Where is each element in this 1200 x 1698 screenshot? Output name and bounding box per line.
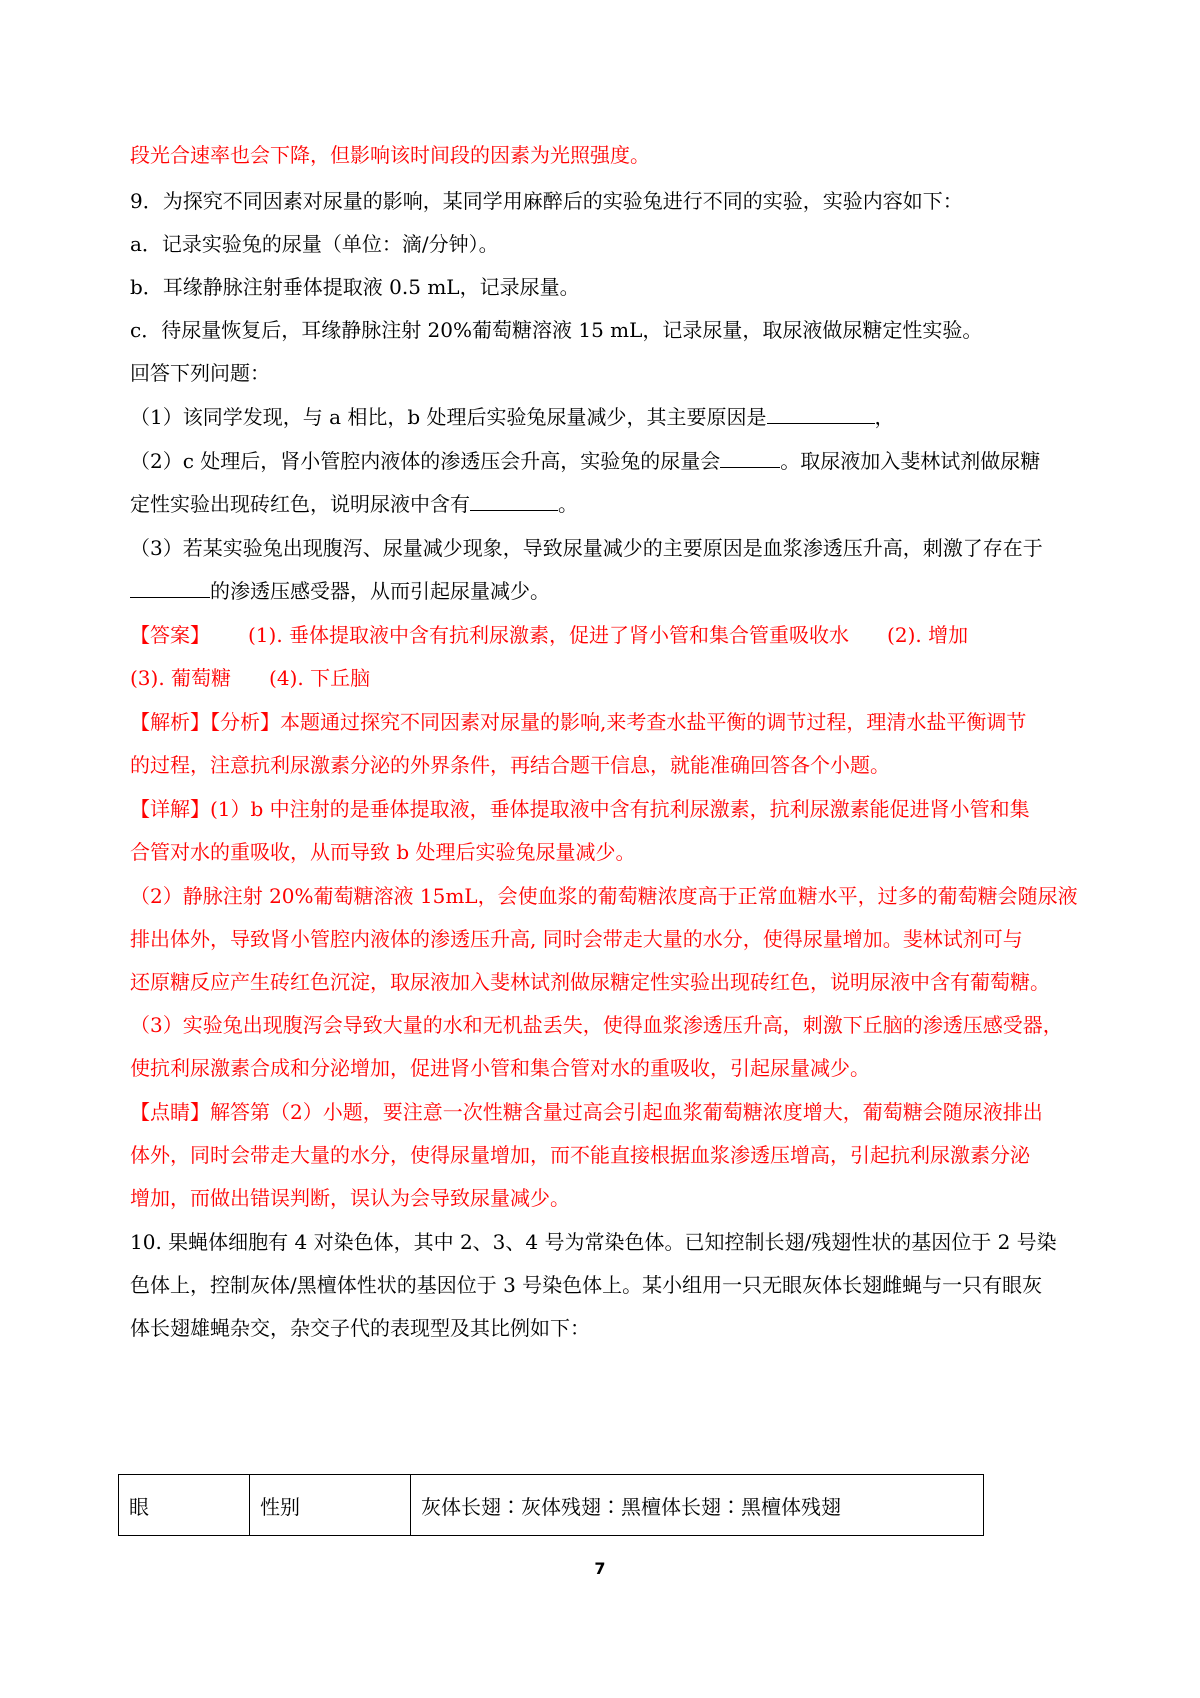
q9-stem: 9．为探究不同因素对尿量的影响，某同学用麻醉后的实验兔进行不同的实验，实验内容如下： <box>130 189 963 213</box>
table-header-phenotype-ratio: 灰体长翅∶灰体残翅∶黑檀体长翅∶黑檀体残翅 <box>411 1475 984 1536</box>
answer-blank-2 <box>720 449 780 468</box>
q9-sub2-line1 <box>130 447 1090 475</box>
q9-sub1-text: （1）该同学发现，与 a 相比，b 处理后实验兔尿量减少，其主要原因是 <box>130 405 767 429</box>
answer-3: (3). 葡萄糖 <box>130 666 232 690</box>
answer-line2 <box>130 664 1090 692</box>
q9-step-c: c．待尿量恢复后，耳缘静脉注射 20%葡萄糖溶液 15 mL，记录尿量，取尿液做尿糖定性实验。 <box>130 318 983 342</box>
comment-line3: 增加，而做出错误判断，误认为会导致尿量减少。 <box>130 1186 570 1210</box>
q10-line2: 色体上，控制灰体/黑檀体性状的基因位于 3 号染色体上。某小组用一只无眼灰体长翅雌蝇与一只有眼灰 <box>130 1273 1043 1297</box>
q9-step-a: a．记录实验兔的尿量（单位：滴/分钟）。 <box>130 232 499 256</box>
q9-sub2-line2-text: 定性实验出现砖红色，说明尿液中含有 <box>130 492 470 516</box>
q10-line3: 体长翅雄蝇杂交，杂交子代的表现型及其比例如下： <box>130 1316 590 1340</box>
q9-sub2-line2 <box>130 490 1090 518</box>
q9-sub3-line2 <box>130 577 1090 605</box>
q9-sub2-mid: 。取尿液加入斐林试剂做尿糖 <box>780 449 1041 473</box>
detail-p1-line2: 合管对水的重吸收，从而导致 b 处理后实验兔尿量减少。 <box>130 840 636 864</box>
detail-p3-line1: （3）实验兔出现腹泻会导致大量的水和无机盐丢失，使得血浆渗透压升高，刺激下丘脑的渗透压感受器， <box>130 1013 1063 1037</box>
q9-sub3-line2-text: 的渗透压感受器，从而引起尿量减少。 <box>210 579 550 603</box>
detail-p3-line2: 使抗利尿激素合成和分泌增加，促进肾小管和集合管对水的重吸收，引起尿量减少。 <box>130 1056 870 1080</box>
answer-line1 <box>130 621 1090 649</box>
detail-p1-line1: 【详解】(1）b 中注射的是垂体提取液，垂体提取液中含有抗利尿激素，抗利尿激素能促进肾小管和集 <box>130 797 1030 821</box>
answer-label: 【答案】 <box>130 623 210 647</box>
q9-sub3-line1: （3）若某实验兔出现腹泻、尿量减少现象，导致尿量减少的主要原因是血浆渗透压升高，刺激了存在于 <box>130 536 1043 560</box>
phenotype-table <box>118 1474 984 1536</box>
answer-1: (1). 垂体提取液中含有抗利尿激素，促进了肾小管和集合管重吸收水 <box>248 623 850 647</box>
table-header-eye: 眼 <box>119 1475 250 1536</box>
q9-sub2-text: （2）c 处理后，肾小管腔内液体的渗透压会升高，实验兔的尿量会 <box>130 449 721 473</box>
answer-blank-3 <box>470 492 558 511</box>
page-number: 7 <box>594 1559 606 1578</box>
q9-sub1 <box>130 403 1090 431</box>
analysis-line1: 【解析】【分析】本题通过探究不同因素对尿量的影响,来考查水盐平衡的调节过程，理清水盐平衡调节 <box>130 710 1027 734</box>
q9-step-b: b．耳缘静脉注射垂体提取液 0.5 mL，记录尿量。 <box>130 275 580 299</box>
comment-line2: 体外，同时会带走大量的水分，使得尿量增加，而不能直接根据血浆渗透压增高，引起抗利尿激素分泌 <box>130 1143 1030 1167</box>
q9-sub1-end: ， <box>874 405 895 429</box>
table-header-row <box>119 1475 984 1536</box>
carry-over-text: 段光合速率也会下降，但影响该时间段的因素为光照强度。 <box>130 143 650 167</box>
answer-4: (4). 下丘脑 <box>269 666 371 690</box>
answer-blank-1 <box>767 405 875 424</box>
q10-line1: 10. 果蝇体细胞有 4 对染色体，其中 2、3、4 号为常染色体。已知控制长翅/残翅性状的基因位于 2 号染 <box>130 1230 1057 1254</box>
q9-sub2-line2-end: 。 <box>558 492 578 516</box>
detail-p2-line1: （2）静脉注射 20%葡萄糖溶液 15mL，会使血浆的葡萄糖浓度高于正常血糖水平，过多的葡萄糖会随尿液 <box>130 884 1078 908</box>
answer-2: (2). 增加 <box>887 623 969 647</box>
analysis-line2: 的过程，注意抗利尿激素分泌的外界条件，再结合题干信息，就能准确回答各个小题。 <box>130 753 890 777</box>
detail-p2-line3: 还原糖反应产生砖红色沉淀，取尿液加入斐林试剂做尿糖定性实验出现砖红色，说明尿液中含有葡萄糖。 <box>130 970 1050 994</box>
answer-blank-4 <box>130 579 210 598</box>
table-header-sex: 性别 <box>250 1475 411 1536</box>
detail-p2-line2: 排出体外，导致肾小管腔内液体的渗透压升高, 同时会带走大量的水分，使得尿量增加。斐林试剂可与 <box>130 927 1023 951</box>
q9-prompt: 回答下列问题： <box>130 361 270 385</box>
comment-line1: 【点睛】解答第（2）小题，要注意一次性糖含量过高会引起血浆葡萄糖浓度增大，葡萄糖会随尿液排出 <box>130 1100 1043 1124</box>
